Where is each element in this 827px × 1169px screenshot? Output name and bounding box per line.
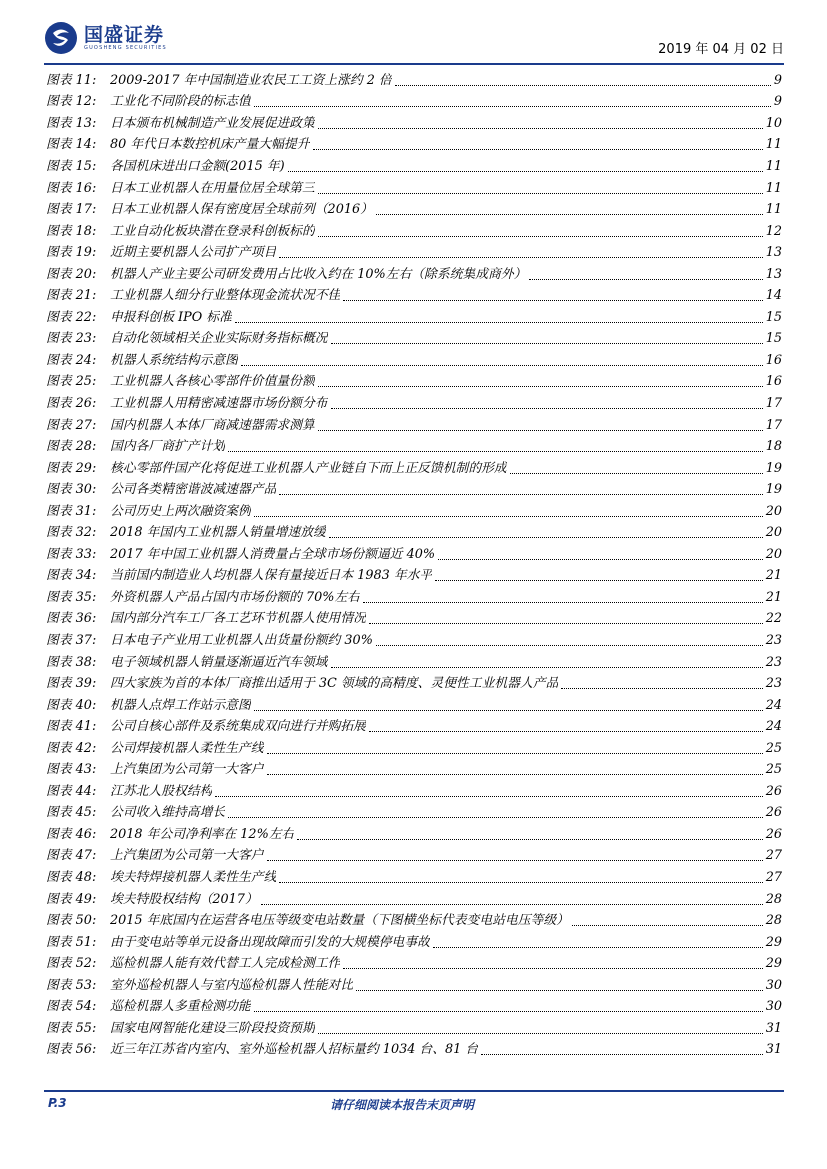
toc-entry-page: 24 (765, 697, 782, 713)
toc-entry-title: 埃夫特股权结构（2017） (110, 891, 258, 907)
toc-entry-page: 17 (765, 417, 782, 433)
toc-entry-page: 12 (765, 223, 782, 239)
toc-entry-label: 图表 25: (46, 374, 97, 390)
toc-entry-title: 核心零部件国产化将促进工业机器人产业链自下而上正反馈机制的形成 (110, 460, 507, 476)
toc-entry[interactable] (46, 846, 782, 868)
toc-dot-leader (318, 236, 763, 237)
toc-entry-title: 国内部分汽车工厂各工艺环节机器人使用情况 (110, 611, 366, 627)
toc-entry-label: 图表 20: (46, 266, 97, 282)
toc-entry-page: 19 (765, 460, 782, 476)
toc-dot-leader (318, 1033, 763, 1034)
toc-entry-page: 30 (765, 999, 782, 1015)
toc-entry[interactable] (46, 975, 782, 997)
toc-entry-label: 图表 36: (46, 611, 97, 627)
toc-dot-leader (288, 171, 763, 172)
toc-entry-page: 24 (765, 719, 782, 735)
toc-entry[interactable] (46, 867, 782, 889)
toc-entry[interactable] (46, 544, 782, 566)
toc-dot-leader (363, 602, 763, 603)
toc-entry-page: 13 (765, 266, 782, 282)
toc-entry[interactable] (46, 1018, 782, 1040)
toc-entry-page: 9 (773, 94, 782, 110)
toc-entry[interactable] (46, 803, 782, 825)
toc-entry[interactable] (46, 135, 782, 157)
toc-dot-leader (343, 300, 762, 301)
toc-dot-leader (254, 516, 763, 517)
toc-entry-page: 21 (765, 568, 782, 584)
toc-entry-page: 18 (765, 439, 782, 455)
toc-entry[interactable] (46, 199, 782, 221)
toc-entry-label: 图表 23: (46, 331, 97, 347)
toc-entry-label: 图表 21: (46, 288, 97, 304)
toc-entry-title: 工业机器人细分行业整体现金流状况不佳 (110, 288, 341, 304)
toc-entry-title: 国内各厂商扩产计划 (110, 439, 226, 455)
toc-entry-title: 80 年代日本数控机床产量大幅提升 (110, 137, 310, 153)
toc-entry-page: 15 (765, 331, 782, 347)
toc-entry-page: 29 (765, 956, 782, 972)
toc-entry-label: 图表 11: (46, 72, 97, 88)
toc-entry-label: 图表 40: (46, 697, 97, 713)
toc-entry[interactable] (46, 178, 782, 200)
header-divider (44, 63, 784, 65)
toc-entry-page: 9 (773, 72, 782, 88)
toc-entry-page: 11 (765, 180, 782, 196)
toc-entry-title: 国家电网智能化建设三阶段投资预期 (110, 1020, 315, 1036)
toc-entry[interactable] (46, 393, 782, 415)
toc-dot-leader (313, 149, 763, 150)
toc-dot-leader (279, 882, 762, 883)
toc-entry-label: 图表 39: (46, 676, 97, 692)
toc-entry-label: 图表 42: (46, 740, 97, 756)
toc-entry-title: 公司自核心部件及系统集成双向进行并购拓展 (110, 719, 366, 735)
toc-entry-title: 四大家族为首的本体厂商推出适用于 3C 领域的高精度、灵便性工业机器人产品 (110, 676, 559, 692)
toc-entry-label: 图表 33: (46, 546, 97, 562)
toc-entry-page: 20 (765, 546, 782, 562)
toc-entry-label: 图表 30: (46, 482, 97, 498)
toc-dot-leader (331, 343, 763, 344)
toc-entry[interactable] (46, 221, 782, 243)
toc-entry-label: 图表 50: (46, 913, 97, 929)
toc-dot-leader (267, 860, 763, 861)
toc-dot-leader (215, 796, 762, 797)
toc-entry[interactable] (46, 113, 782, 135)
toc-entry-label: 图表 31: (46, 503, 97, 519)
toc-entry[interactable] (46, 738, 782, 760)
toc-entry-label: 图表 53: (46, 977, 97, 993)
toc-entry-page: 31 (765, 1042, 782, 1058)
toc-entry-label: 图表 56: (46, 1042, 97, 1058)
toc-entry-label: 图表 16: (46, 180, 97, 196)
toc-dot-leader (254, 1011, 763, 1012)
toc-entry-page: 11 (765, 202, 782, 218)
toc-entry-title: 上汽集团为公司第一大客户 (110, 848, 264, 864)
toc-entry-page: 27 (765, 870, 782, 885)
toc-dot-leader (235, 322, 763, 323)
toc-entry-title: 日本工业机器人在用量位居全球第三 (110, 180, 315, 196)
toc-dot-leader (510, 473, 763, 474)
toc-entry-page: 27 (765, 848, 782, 864)
toc-dot-leader (376, 645, 763, 646)
toc-dot-leader (267, 774, 763, 775)
guosheng-logo (44, 21, 167, 55)
toc-entry-title: 2018 年国内工业机器人销量增速放缓 (110, 525, 326, 541)
toc-entry-title: 公司历史上两次融资案例 (110, 503, 251, 519)
toc-entry-title: 江苏北人股权结构 (110, 783, 213, 799)
toc-entry-title: 公司焊接机器人柔性生产线 (110, 740, 264, 756)
toc-entry-title: 埃夫特焊接机器人柔性生产线 (110, 870, 277, 885)
toc-entry-page: 10 (765, 115, 782, 131)
toc-entry[interactable] (46, 932, 782, 954)
toc-entry-title: 机器人系统结构示意图 (110, 352, 238, 368)
toc-entry-label: 图表 35: (46, 589, 97, 605)
toc-entry-label: 图表 17: (46, 202, 97, 218)
toc-entry-label: 图表 24: (46, 352, 97, 368)
toc-entry-title: 外资机器人产品占国内市场份额的 70%左右 (110, 589, 361, 605)
toc-dot-leader (331, 667, 763, 668)
toc-dot-leader (318, 128, 763, 129)
toc-entry-page: 17 (765, 395, 782, 411)
toc-entry-page: 13 (765, 245, 782, 261)
toc-entry-page: 16 (765, 374, 782, 390)
toc-dot-leader (529, 279, 762, 280)
toc-entry-page: 28 (765, 891, 782, 907)
toc-entry-page: 15 (765, 309, 782, 325)
logo-mark-icon (44, 21, 78, 55)
toc-entry-label: 图表 52: (46, 956, 97, 972)
toc-entry-title: 工业化不同阶段的标志值 (110, 94, 251, 110)
toc-entry[interactable] (46, 307, 782, 329)
toc-dot-leader (267, 753, 763, 754)
toc-dot-leader (435, 580, 762, 581)
toc-entry-label: 图表 46: (46, 826, 97, 842)
toc-entry-page: 11 (765, 137, 782, 153)
toc-entry[interactable] (46, 781, 782, 803)
toc-dot-leader (356, 990, 763, 991)
toc-dot-leader (331, 408, 763, 409)
toc-dot-leader (561, 688, 762, 689)
toc-entry-page: 26 (765, 783, 782, 799)
toc-entry-page: 21 (765, 589, 782, 605)
toc-entry-title: 日本颁布机械制造产业发展促进政策 (110, 115, 315, 131)
toc-entry[interactable] (46, 70, 782, 92)
toc-dot-leader (318, 193, 763, 194)
toc-entry-label: 图表 19: (46, 245, 97, 261)
toc-entry[interactable] (46, 716, 782, 738)
toc-entry[interactable] (46, 760, 782, 782)
toc-dot-leader (279, 257, 762, 258)
toc-entry[interactable] (46, 264, 782, 286)
toc-entry[interactable] (46, 242, 782, 264)
toc-entry-label: 图表 28: (46, 439, 97, 455)
toc-entry-title: 当前国内制造业人均机器人保有量接近日本 1983 年水平 (110, 568, 433, 584)
toc-entry-title: 工业机器人各核心零部件价值量份额 (110, 374, 315, 390)
toc-dot-leader (438, 559, 763, 560)
toc-entry-title: 公司收入维持高增长 (110, 805, 226, 821)
figure-index-list (46, 70, 782, 1061)
toc-entry[interactable] (46, 824, 782, 846)
page-number: P.3 (48, 1096, 67, 1110)
toc-entry[interactable] (46, 997, 782, 1019)
toc-entry-title: 巡检机器人能有效代替工人完成检测工作 (110, 956, 341, 972)
toc-entry[interactable] (46, 673, 782, 695)
toc-entry-title: 工业自动化板块潜在登录科创板标的 (110, 223, 315, 239)
toc-entry[interactable] (46, 350, 782, 372)
toc-entry-title: 各国机床进出口金额(2015 年) (110, 158, 285, 174)
toc-entry-label: 图表 26: (46, 395, 97, 411)
toc-entry[interactable] (46, 92, 782, 114)
toc-entry-label: 图表 54: (46, 999, 97, 1015)
toc-dot-leader (228, 817, 763, 818)
toc-entry-page: 29 (765, 934, 782, 950)
toc-entry[interactable] (46, 609, 782, 631)
toc-entry[interactable] (46, 458, 782, 480)
toc-entry-page: 23 (765, 632, 782, 648)
toc-entry-label: 图表 49: (46, 891, 97, 907)
toc-entry-page: 16 (765, 352, 782, 368)
toc-entry-page: 25 (765, 762, 782, 778)
toc-entry[interactable] (46, 501, 782, 523)
toc-entry-title: 自动化领域相关企业实际财务指标概况 (110, 331, 328, 347)
toc-entry-title: 工业机器人用精密减速器市场份额分布 (110, 395, 328, 411)
toc-dot-leader (279, 494, 762, 495)
toc-entry-label: 图表 12: (46, 94, 97, 110)
toc-entry-label: 图表 55: (46, 1020, 97, 1036)
toc-entry[interactable] (46, 889, 782, 911)
toc-entry-title: 近三年江苏省内室内、室外巡检机器人招标量约 1034 台、81 台 (110, 1042, 479, 1058)
toc-entry-label: 图表 32: (46, 525, 97, 541)
toc-entry-label: 图表 44: (46, 783, 97, 799)
toc-entry-label: 图表 37: (46, 632, 97, 648)
toc-dot-leader (318, 386, 763, 387)
toc-entry-page: 19 (765, 482, 782, 498)
toc-entry-page: 26 (765, 805, 782, 821)
toc-entry-page: 14 (765, 288, 782, 304)
toc-entry-title: 2015 年底国内在运营各电压等级变电站数量（下图横坐标代表变电站电压等级） (110, 913, 569, 929)
page-header (44, 18, 784, 58)
toc-entry-title: 国内机器人本体厂商减速器需求测算 (110, 417, 315, 433)
toc-dot-leader (329, 537, 763, 538)
toc-entry-title: 申报科创板 IPO 标准 (110, 309, 232, 325)
logo-text-cn: 国盛证券 (84, 23, 165, 46)
toc-dot-leader (369, 731, 763, 732)
toc-entry[interactable] (46, 695, 782, 717)
toc-entry-label: 图表 48: (46, 870, 97, 885)
toc-entry-label: 图表 47: (46, 848, 97, 864)
toc-entry-title: 室外巡检机器人与室内巡检机器人性能对比 (110, 977, 354, 993)
toc-entry-label: 图表 38: (46, 654, 97, 670)
toc-entry-title: 机器人产业主要公司研发费用占比收入约在 10%左右（除系统集成商外） (110, 266, 527, 282)
toc-entry-label: 图表 13: (46, 115, 97, 131)
toc-dot-leader (254, 710, 763, 711)
toc-dot-leader (481, 1054, 763, 1055)
toc-entry[interactable] (46, 372, 782, 394)
toc-entry-label: 图表 27: (46, 417, 97, 433)
toc-dot-leader (318, 430, 763, 431)
toc-entry[interactable] (46, 566, 782, 588)
toc-entry[interactable] (46, 630, 782, 652)
toc-entry-page: 11 (765, 158, 782, 174)
toc-entry-title: 2009-2017 年中国制造业农民工工资上涨约 2 倍 (110, 72, 392, 88)
toc-entry[interactable] (46, 522, 782, 544)
toc-entry-title: 2017 年中国工业机器人消费量占全球市场份额逼近 40% (110, 546, 436, 562)
toc-entry-label: 图表 51: (46, 934, 97, 950)
toc-dot-leader (228, 451, 763, 452)
footer-disclaimer: 请仔细阅读本报告末页声明 (330, 1098, 475, 1112)
toc-dot-leader (297, 839, 762, 840)
toc-entry-label: 图表 43: (46, 762, 97, 778)
toc-dot-leader (376, 214, 763, 215)
toc-entry-title: 日本工业机器人保有密度居全球前列（2016） (110, 202, 373, 218)
toc-dot-leader (572, 925, 763, 926)
toc-entry-page: 20 (765, 503, 782, 519)
toc-dot-leader (343, 968, 762, 969)
toc-dot-leader (254, 106, 771, 107)
toc-entry-page: 30 (765, 977, 782, 993)
toc-entry-label: 图表 34: (46, 568, 97, 584)
footer-divider (44, 1090, 784, 1092)
toc-entry-label: 图表 14: (46, 137, 97, 153)
toc-entry[interactable] (46, 415, 782, 437)
toc-entry-page: 25 (765, 740, 782, 756)
toc-entry-label: 图表 18: (46, 223, 97, 239)
toc-entry-label: 图表 15: (46, 158, 97, 174)
toc-entry-title: 日本电子产业用工业机器人出货量份额约 30% (110, 632, 373, 648)
toc-dot-leader (241, 365, 763, 366)
toc-entry[interactable] (46, 479, 782, 501)
toc-entry[interactable] (46, 652, 782, 674)
logo-text-en: GUOSHENG SECURITIES (84, 44, 167, 51)
toc-entry[interactable] (46, 156, 782, 178)
toc-entry-title: 机器人点焊工作站示意图 (110, 697, 251, 713)
toc-entry[interactable] (46, 1040, 782, 1062)
toc-entry-page: 28 (765, 913, 782, 929)
toc-entry-page: 23 (765, 676, 782, 692)
toc-entry[interactable] (46, 953, 782, 975)
toc-dot-leader (433, 947, 763, 948)
toc-entry-title: 电子领域机器人销量逐渐逼近汽车领域 (110, 654, 328, 670)
toc-entry[interactable] (46, 285, 782, 307)
toc-entry-page: 20 (765, 525, 782, 541)
toc-entry[interactable] (46, 910, 782, 932)
toc-entry-page: 22 (765, 611, 782, 627)
toc-entry-page: 31 (765, 1020, 782, 1036)
toc-entry-title: 巡检机器人多重检测功能 (110, 999, 251, 1015)
toc-entry-title: 上汽集团为公司第一大客户 (110, 762, 264, 778)
toc-entry-title: 公司各类精密谐波减速器产品 (110, 482, 277, 498)
toc-entry[interactable] (46, 329, 782, 351)
toc-entry-title: 2018 年公司净利率在 12%左右 (110, 826, 295, 842)
toc-dot-leader (395, 85, 771, 86)
toc-entry[interactable] (46, 587, 782, 609)
toc-entry-label: 图表 41: (46, 719, 97, 735)
report-date: 2019 年 04 月 02 日 (658, 42, 784, 57)
toc-entry-title: 由于变电站等单元设备出现故障而引发的大规模停电事故 (110, 934, 430, 950)
toc-entry-label: 图表 22: (46, 309, 97, 325)
toc-dot-leader (369, 623, 763, 624)
toc-entry-page: 26 (765, 826, 782, 842)
toc-entry-label: 图表 29: (46, 460, 97, 476)
toc-entry-page: 23 (765, 654, 782, 670)
toc-entry-label: 图表 45: (46, 805, 97, 821)
toc-dot-leader (261, 904, 763, 905)
toc-entry-title: 近期主要机器人公司扩产项目 (110, 245, 277, 261)
toc-entry[interactable] (46, 436, 782, 458)
